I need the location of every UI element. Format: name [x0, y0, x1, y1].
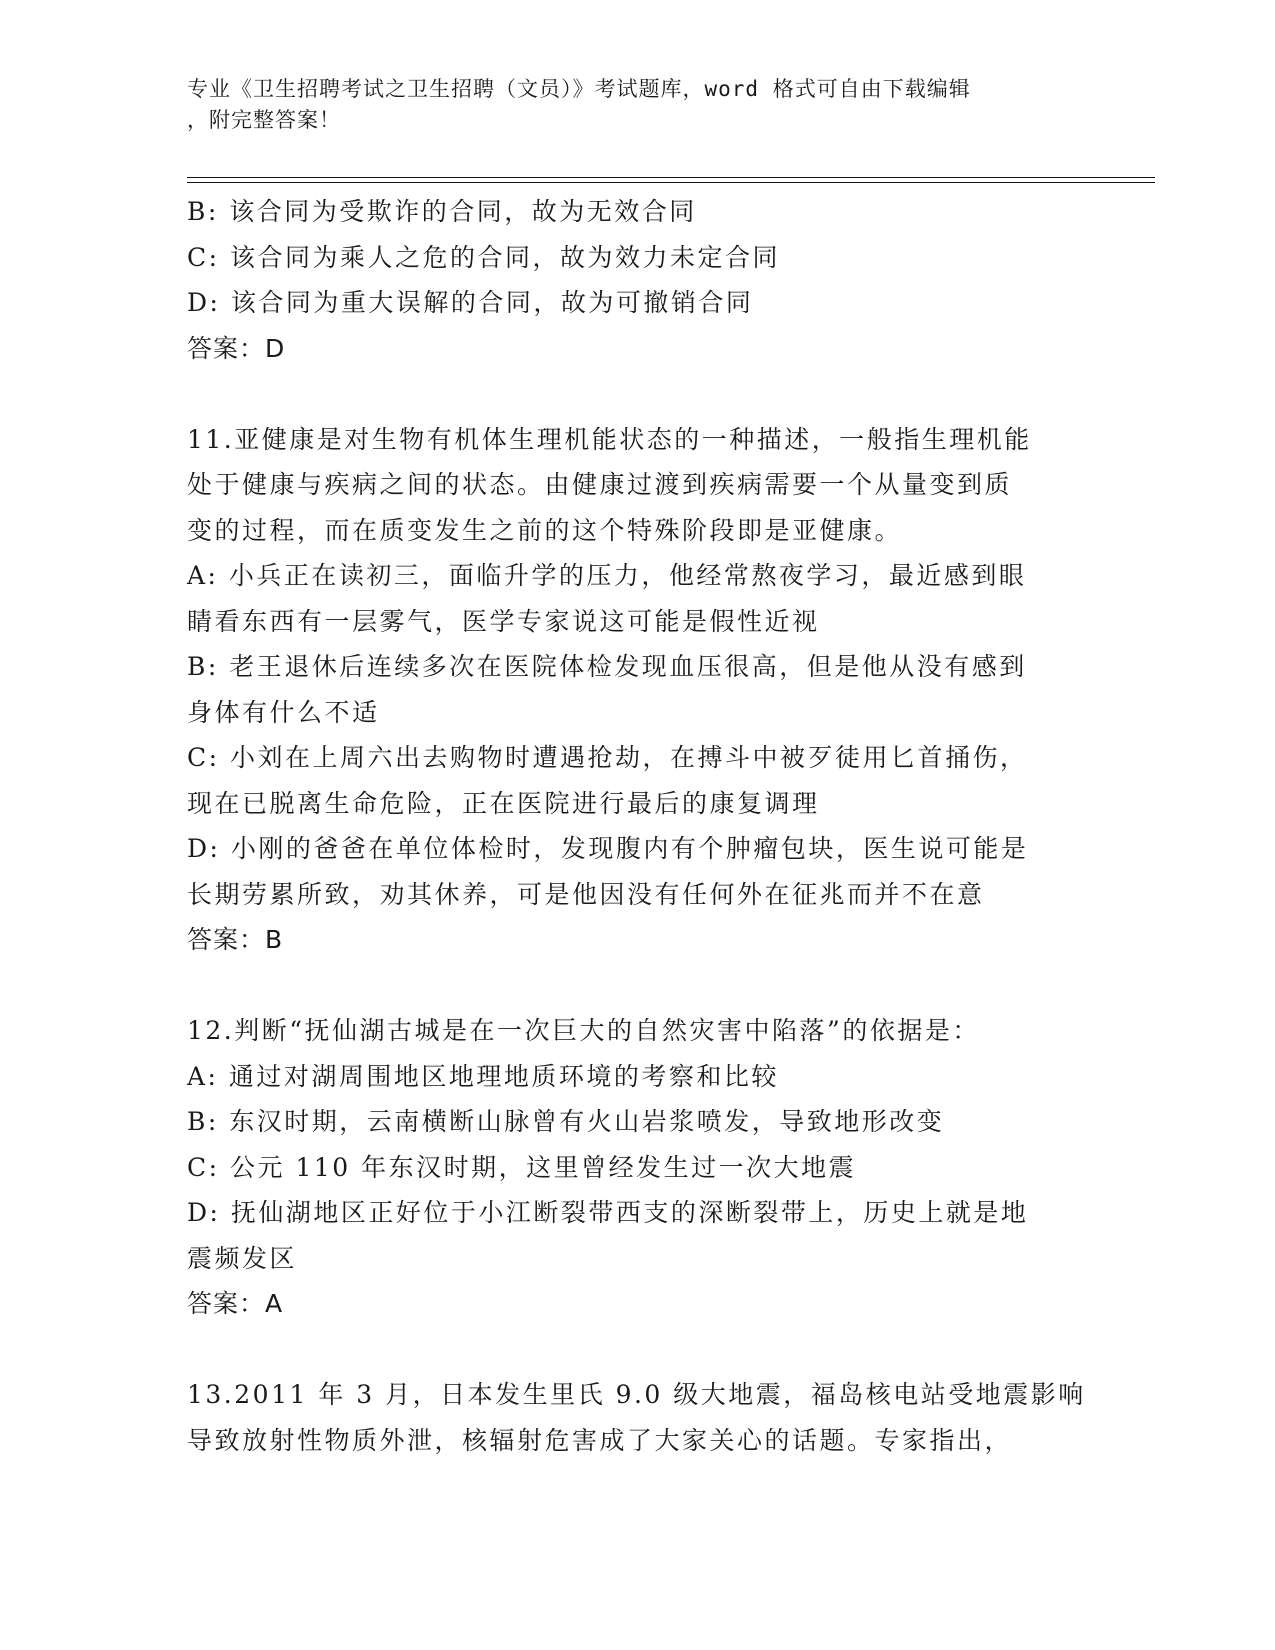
- q11-stem-line: 变的过程，而在质变发生之前的这个特殊阶段即是亚健康。: [187, 515, 903, 545]
- page-header: [187, 74, 1067, 136]
- question-10: [187, 189, 1087, 371]
- question-12: [187, 1008, 1087, 1327]
- header-rule-top: [187, 177, 1155, 178]
- q11-stem-line: 11.亚健康是对生物有机体生理机能状态的一种描述，一般指生理机能: [187, 424, 1032, 454]
- q12-answer: 答案：A: [187, 1289, 284, 1318]
- q12-option-b: B: 东汉时期，云南横断山脉曾有火山岩浆喷发，导致地形改变: [187, 1107, 945, 1136]
- q11-option-d-cont: 长期劳累所致，劝其休养，可是他因没有任何外在征兆而并不在意: [187, 879, 985, 909]
- q10-option-b: B: 该合同为受欺诈的合同，故为无效合同: [187, 197, 697, 226]
- header-line-2: ，附完整答案！: [187, 108, 341, 132]
- q12-option-d-cont: 震频发区: [187, 1243, 298, 1273]
- header-rule-bottom: [187, 182, 1155, 183]
- q11-option-a-cont: 睛看东西有一层雾气，医学专家说这可能是假性近视: [187, 606, 820, 636]
- q12-option-a: A: 通过对湖周围地区地理地质环境的考察和比较: [187, 1061, 779, 1091]
- q11-option-c: C: 小刘在上周六出去购物时遭遇抢劫，在搏斗中被歹徒用匕首捅伤，: [187, 743, 1028, 772]
- q13-stem-line: 导致放射性物质外泄，核辐射危害成了大家关心的话题。专家指出，: [187, 1425, 1013, 1455]
- q10-answer: 答案：D: [187, 333, 286, 363]
- q11-option-a: A: 小兵正在读初三，面临升学的压力，他经常熬夜学习，最近感到眼: [187, 561, 1027, 590]
- q13-stem-line: 13.2011 年 3 月，日本发生里氏 9.0 级大地震，福岛核电站受地震影响: [187, 1380, 1086, 1409]
- q11-option-d: D: 小刚的爸爸在单位体检时，发现腹内有个肿瘤包块，医生说可能是: [187, 834, 1029, 863]
- q11-stem-line: 处于健康与疾病之间的状态。由健康过渡到疾病需要一个从量变到质: [187, 470, 1013, 499]
- header-line-1: 专业《卫生招聘考试之卫生招聘（文员）》考试题库，word 格式可自由下载编辑: [187, 77, 971, 101]
- q10-option-d: D: 该合同为重大误解的合同，故为可撤销合同: [187, 288, 754, 317]
- question-11: [187, 417, 1087, 963]
- q11-answer: 答案：B: [187, 925, 284, 954]
- q11-option-b: B: 老王退休后连续多次在医院体检发现血压很高，但是他从没有感到: [187, 652, 1027, 681]
- document-body: [187, 189, 1087, 1463]
- q11-option-c-cont: 现在已脱离生命危险，正在医院进行最后的康复调理: [187, 788, 820, 818]
- q12-stem: 12.判断“抚仙湖古城是在一次巨大的自然灾害中陷落”的依据是：: [187, 1016, 980, 1045]
- question-13: [187, 1372, 1087, 1463]
- q10-option-c: C: 该合同为乘人之危的合同，故为效力未定合同: [187, 242, 780, 272]
- q12-option-c: C: 公元 110 年东汉时期，这里曾经发生过一次大地震: [187, 1152, 857, 1182]
- q12-option-d: D: 抚仙湖地区正好位于小江断裂带西支的深断裂带上，历史上就是地: [187, 1198, 1029, 1227]
- q11-option-b-cont: 身体有什么不适: [187, 697, 380, 727]
